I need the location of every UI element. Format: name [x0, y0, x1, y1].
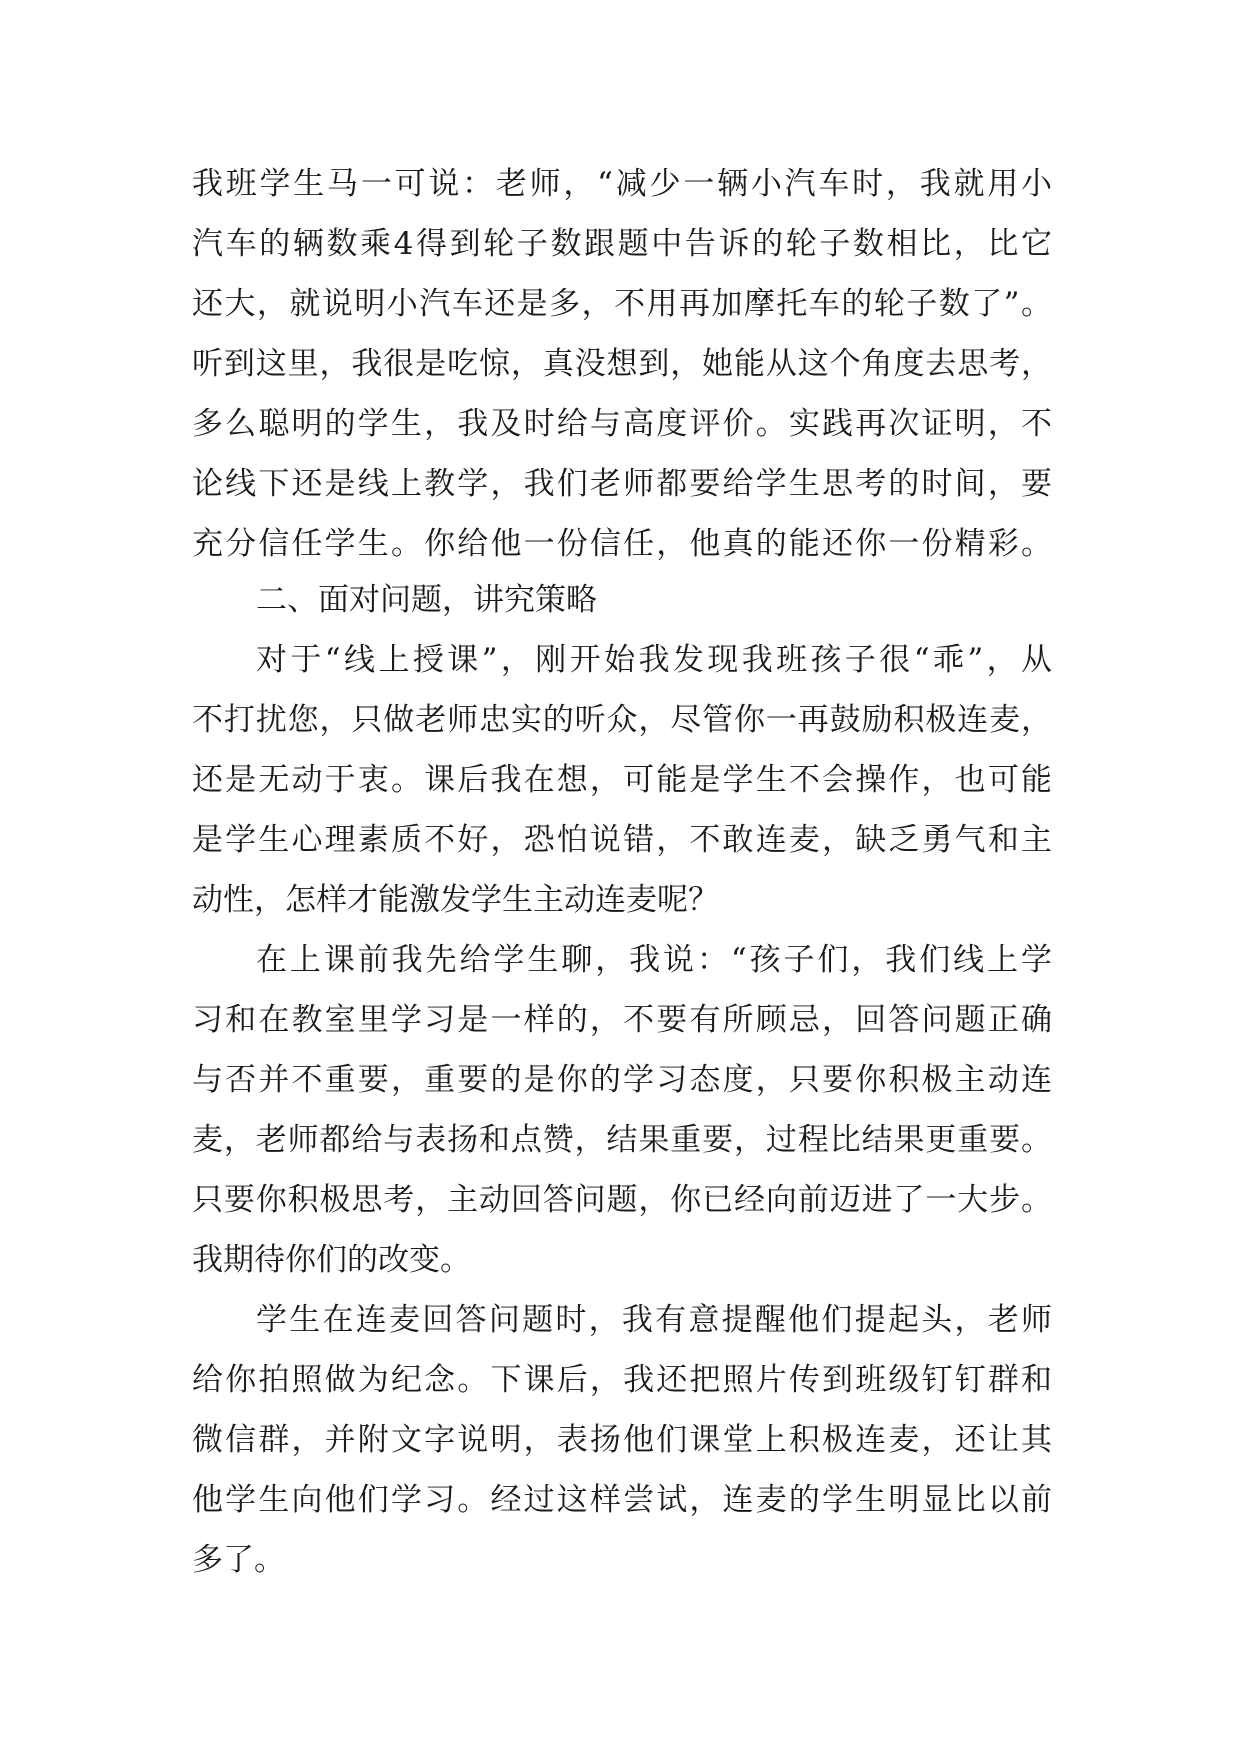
text-line: 还是无动于衷。课后我在想，可能是学生不会操作，也可能: [192, 762, 1052, 798]
text-line: 我班学生马一可说：老师，“减少一辆小汽车时，我就用小: [192, 166, 1052, 202]
text-line: 充分信任学生。你给他一份信任，他真的能还你一份精彩。: [192, 526, 1052, 562]
text-line: 与否并不重要，重要的是你的学习态度，只要你积极主动连: [192, 1062, 1052, 1098]
text-line: 微信群，并附文字说明，表扬他们课堂上积极连麦，还让其: [192, 1422, 1052, 1458]
text-line: 还大，就说明小汽车还是多，不用再加摩托车的轮子数了”。: [192, 286, 1052, 322]
text-line: 汽车的辆数乘4得到轮子数跟题中告诉的轮子数相比，比它: [192, 226, 1052, 262]
section-heading: 二、面对问题，讲究策略: [256, 582, 597, 618]
text-line: 他学生向他们学习。经过这样尝试，连麦的学生明显比以前: [192, 1482, 1052, 1518]
text-line: 只要你积极思考，主动回答问题，你已经向前迈进了一大步。: [192, 1182, 1052, 1218]
text-line: 多么聪明的学生，我及时给与高度评价。实践再次证明，不: [192, 406, 1052, 442]
text-line: 我期待你们的改变。: [192, 1242, 471, 1278]
text-line: 麦，老师都给与表扬和点赞，结果重要，过程比结果更重要。: [192, 1122, 1052, 1158]
text-line: 习和在教室里学习是一样的，不要有所顾忌，回答问题正确: [192, 1002, 1052, 1038]
text-line: 论线下还是线上教学，我们老师都要给学生思考的时间，要: [192, 466, 1052, 502]
text-line: 不打扰您，只做老师忠实的听众，尽管你一再鼓励积极连麦，: [192, 702, 1052, 738]
text-line: 动性，怎样才能激发学生主动连麦呢？: [192, 882, 719, 918]
text-line: 学生在连麦回答问题时，我有意提醒他们提起头，老师: [256, 1302, 1052, 1338]
text-line: 对于“线上授课”，刚开始我发现我班孩子很“乖”，从: [256, 642, 1052, 678]
text-line: 听到这里，我很是吃惊，真没想到，她能从这个角度去思考，: [192, 346, 1052, 382]
text-line: 是学生心理素质不好，恐怕说错，不敢连麦，缺乏勇气和主: [192, 822, 1052, 858]
text-line: 多了。: [192, 1542, 285, 1578]
text-line: 给你拍照做为纪念。下课后，我还把照片传到班级钉钉群和: [192, 1362, 1052, 1398]
text-line: 在上课前我先给学生聊，我说：“孩子们，我们线上学: [256, 942, 1052, 978]
